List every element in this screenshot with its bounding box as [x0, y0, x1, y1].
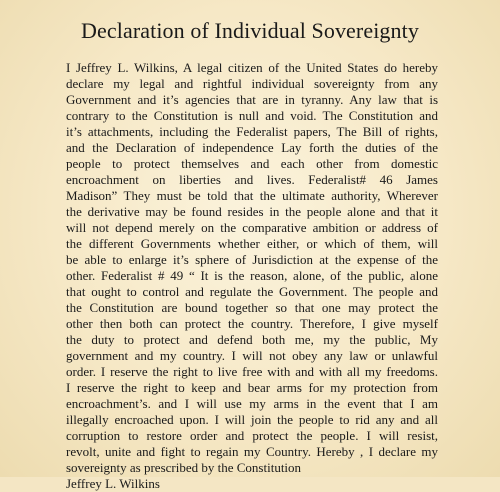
- body-line: illegally encroached upon. I will join the people to rid any and all: [66, 412, 438, 427]
- body-line: encroachment’s. and I will use my arms in the event that I am: [66, 396, 438, 411]
- body-line: sovereignty as prescribed by the Constitution: [66, 460, 302, 475]
- body-line: other then both can protect the country. Therefore, I give myself: [66, 316, 438, 331]
- body-line: government and my country. I will not obey any law or unlawful: [66, 348, 438, 363]
- document-title: Declaration of Individual Sovereignty: [81, 18, 419, 43]
- body-line: corruption to restore order and protect the people. I will resist,: [66, 428, 438, 443]
- body-line: encroachment on liberties and lives. Federalist# 46 James: [66, 172, 438, 187]
- body-line: be able to enlarge it’s sphere of Jurisdiction at the expense of the: [66, 252, 438, 267]
- body-line: I reserve the right to keep and bear arms for my protection from: [66, 380, 438, 395]
- body-line: the duty to protect and defend both me, my the public, My: [66, 332, 438, 347]
- declaration-body: [66, 60, 438, 492]
- body-line: people to protect themselves and each other from domestic: [66, 156, 438, 171]
- body-line: it’s attachments, including the Federalist papers, The Bill of rights,: [66, 124, 438, 139]
- body-line: will not depend merely on the comparative ambition or address of: [66, 220, 438, 235]
- body-line: revolt, unite and fight to regain my Country. Hereby , I declare my: [66, 444, 438, 459]
- body-line: the Constitution are bound together so that one may protect the: [66, 300, 438, 315]
- body-line: order. I reserve the right to live free with and with all my freedoms.: [66, 364, 438, 379]
- body-line: and the Declaration of independence Lay forth the duties of the: [66, 140, 438, 155]
- body-line: the different Governments whether either, or which of them, will: [66, 236, 438, 251]
- body-line: Government and it’s agencies that are in tyranny. Any law that is: [66, 92, 438, 107]
- body-line: contrary to the Constitution is null and void. The Constitution and: [66, 108, 438, 123]
- body-line: the derivative may be found resides in the people alone and that it: [66, 204, 438, 219]
- body-line: other. Federalist # 49 “ It is the reason, alone, of the public, alone: [66, 268, 438, 283]
- body-line: that ought to control and regulate the Government. The people and: [66, 284, 438, 299]
- body-line: Madison” They must be told that the ultimate authority, Wherever: [66, 188, 438, 203]
- signature-line: Jeffrey L. Wilkins: [66, 476, 160, 491]
- body-line: declare my legal and rightful individual sovereignty from any: [66, 76, 438, 91]
- body-line: I Jeffrey L. Wilkins, A legal citizen of the United States do hereby: [66, 60, 438, 75]
